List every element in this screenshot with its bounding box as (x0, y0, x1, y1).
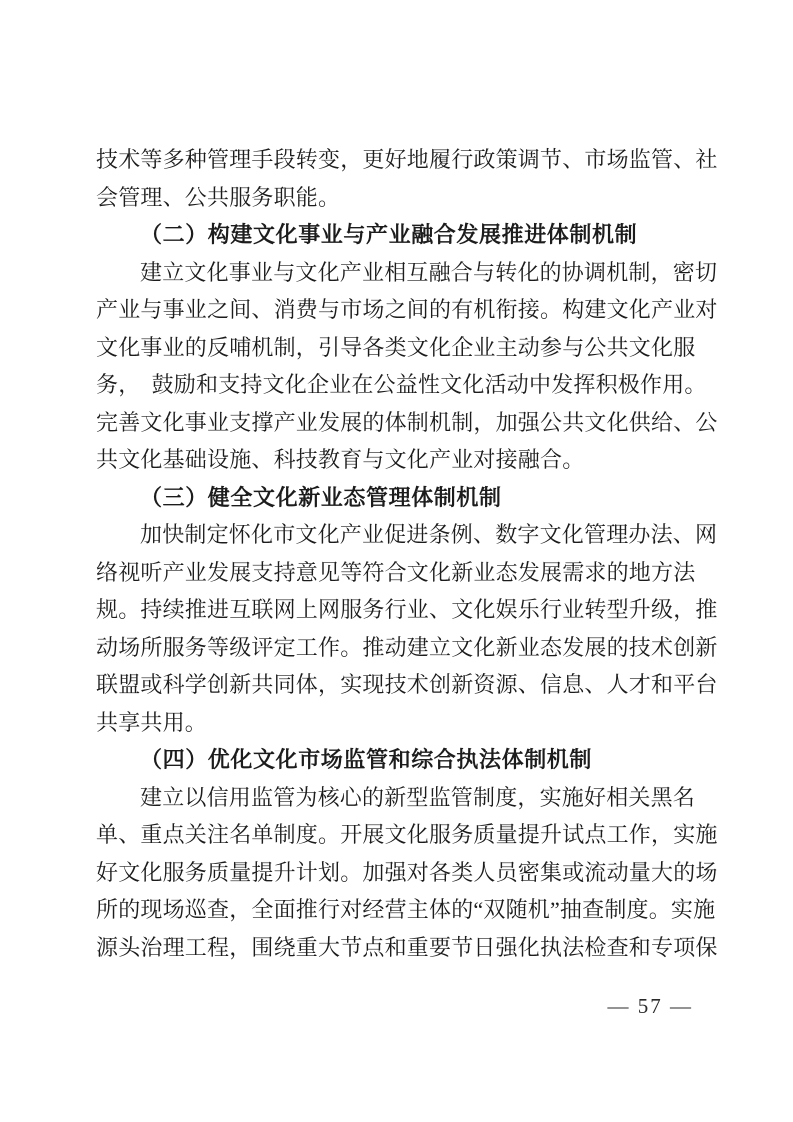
body-text-line: 技术等多种管理手段转变，更好地履行政策调节、市场监管、社 (96, 147, 718, 172)
document-body (96, 141, 718, 966)
section-heading-3: （三）健全文化新业态管理体制机制 (140, 484, 502, 510)
body-text-line: 好文化服务质量提升计划。加强对各类人员密集或流动量大的场 (96, 859, 718, 885)
body-text-line: 建立文化事业与文化产业相互融合与转化的协调机制，密切 (140, 259, 718, 285)
body-text-line: 单、重点关注名单制度。开展文化服务质量提升试点工作，实施 (96, 822, 718, 847)
body-text-line: 产业与事业之间、消费与市场之间的有机衔接。构建文化产业对 (96, 297, 718, 322)
page-number: — 57 — (607, 994, 693, 1018)
body-text-line: 会管理、公共服务职能。 (96, 184, 341, 210)
section-heading-2: （二）构建文化事业与产业融合发展推进体制机制 (140, 222, 638, 247)
body-text-line: 所的现场巡查，全面推行对经营主体的“双随机”抽查制度。实施 (96, 897, 716, 922)
body-text-line: 建立以信用监管为核心的新型监管制度，实施好相关黑名 (140, 784, 696, 810)
body-text-line: 加快制定怀化市文化产业促进条例、数字文化管理办法、网 (140, 522, 718, 547)
body-text-line: 共享共用。 (96, 709, 208, 735)
body-text-line: 务， 鼓励和支持文化企业在公益性文化活动中发挥积极作用。 (96, 372, 707, 397)
body-text-line: 共文化基础设施、科技教育与文化产业对接融合。 (96, 447, 585, 472)
body-text-line: 文化事业的反哺机制，引导各类文化企业主动参与公共文化服 (96, 334, 696, 360)
body-text-line: 络视听产业发展支持意见等符合文化新业态发展需求的地方法 (96, 559, 696, 585)
section-heading-4: （四）优化文化市场监管和综合执法体制机制 (140, 747, 593, 772)
body-text-line: 动场所服务等级评定工作。推动建立文化新业态发展的技术创新 (96, 634, 718, 660)
body-text-line: 联盟或科学创新共同体，实现技术创新资源、信息、人才和平台 (96, 672, 718, 697)
body-text-line: 完善文化事业支撑产业发展的体制机制，加强公共文化供给、公 (96, 409, 718, 435)
body-text-line: 源头治理工程，围绕重大节点和重要节日强化执法检查和专项保 (96, 934, 718, 960)
body-text-line: 规。持续推进互联网上网服务行业、文化娱乐行业转型升级，推 (96, 597, 718, 622)
